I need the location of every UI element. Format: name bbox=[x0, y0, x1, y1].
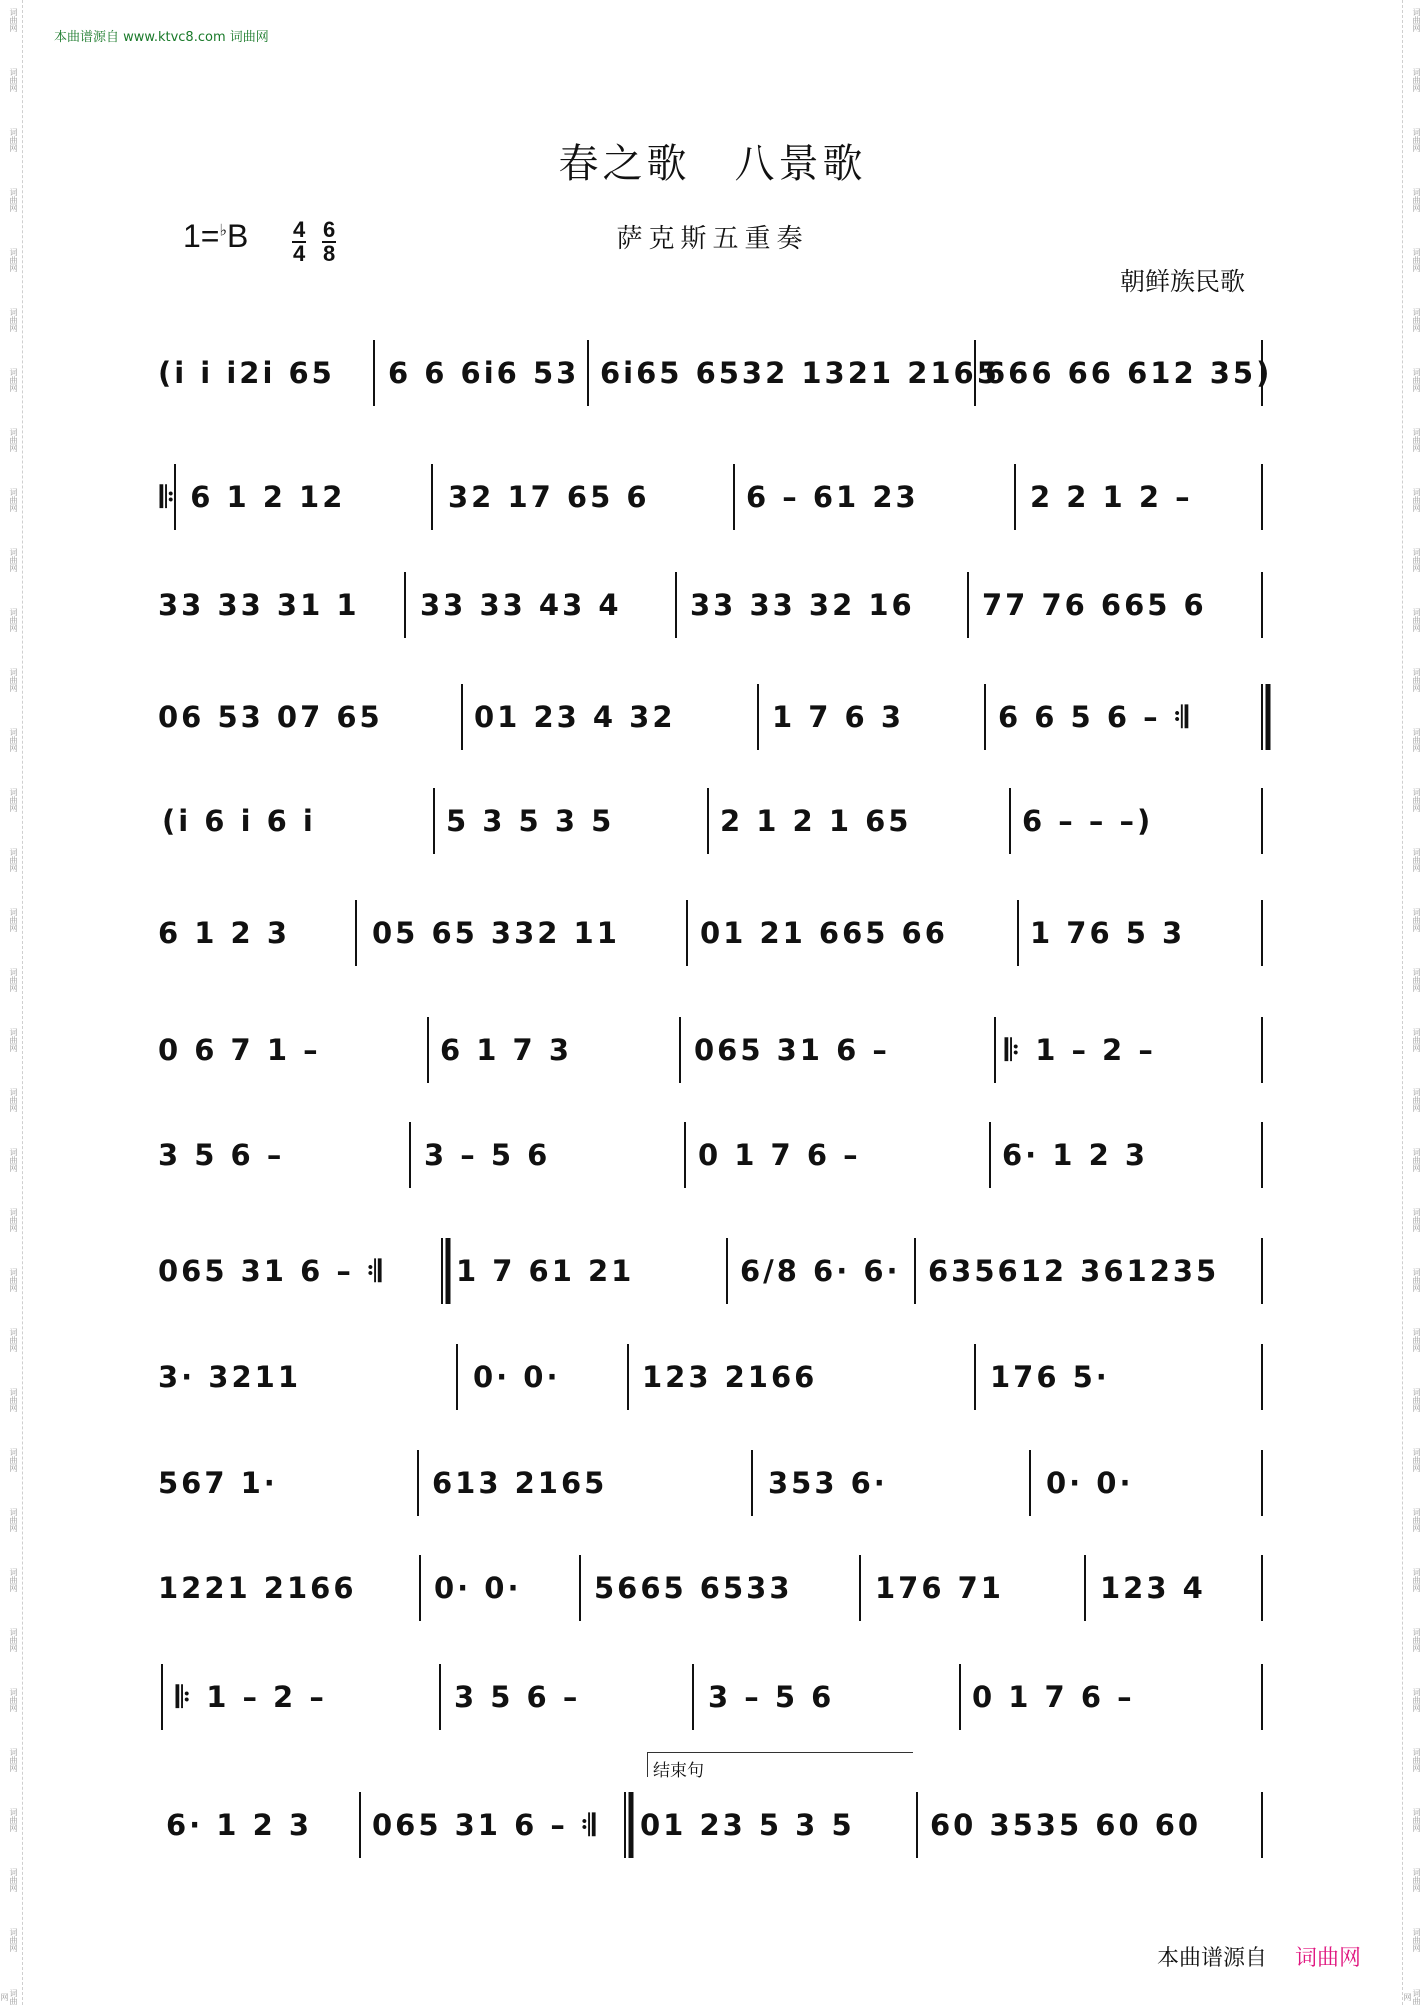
measure-notes: 635612 361235 bbox=[928, 1254, 1220, 1288]
watermark-mark: 词曲网 bbox=[9, 1388, 18, 1412]
watermark-mark: 词曲网 bbox=[1412, 1328, 1421, 1352]
watermark-mark: 词曲网 bbox=[1412, 1868, 1421, 1892]
song-title: 春之歌 八景歌 bbox=[558, 141, 867, 187]
measure-notes: 33 33 31 1 bbox=[158, 588, 360, 622]
watermark-mark: 词曲网 bbox=[9, 8, 18, 32]
measure-notes: 6 – 61 23 bbox=[746, 480, 919, 514]
time-sig-bottom: 8 bbox=[323, 241, 336, 266]
watermark-mark: 词曲网 bbox=[9, 608, 18, 632]
song-subtitle: 萨克斯五重奏 bbox=[616, 224, 809, 254]
watermark-mark: 词曲网 bbox=[1412, 908, 1421, 932]
score-line bbox=[0, 348, 1425, 408]
measure-notes: 3· 3211 bbox=[158, 1360, 302, 1394]
score-line bbox=[0, 1352, 1425, 1412]
watermark-mark: 词曲网 bbox=[1412, 8, 1421, 32]
watermark-mark: 词曲网 bbox=[9, 728, 18, 752]
measure-notes: 3 5 6 – bbox=[158, 1138, 285, 1172]
score-line bbox=[0, 692, 1425, 752]
measure-notes: 3 5 6 – bbox=[454, 1680, 581, 1714]
key-prefix: 1= bbox=[183, 218, 220, 254]
footer-site-link[interactable]: 词曲网 bbox=[1295, 1946, 1362, 1971]
measure-notes: 3 – 5 6 bbox=[708, 1680, 835, 1714]
measure-notes: (i i i2i 65 bbox=[158, 356, 335, 390]
measure-notes: 1221 2166 bbox=[158, 1571, 357, 1605]
measure-notes: 05 65 332 11 bbox=[372, 916, 620, 950]
watermark-mark: 词曲网 bbox=[9, 908, 18, 932]
measure-notes: 353 6· bbox=[768, 1466, 888, 1500]
watermark-mark: 词曲网 bbox=[1412, 548, 1421, 572]
watermark-mark: 词曲网 bbox=[1412, 668, 1421, 692]
measure-notes: 6· 1 2 3 bbox=[1002, 1138, 1149, 1172]
watermark-mark: 词曲网 bbox=[1412, 1628, 1421, 1652]
measure-notes: 01 23 4 32 bbox=[474, 700, 676, 734]
measure-notes: 1 7 61 21 bbox=[456, 1254, 635, 1288]
measure-notes: 5 3 5 3 5 bbox=[446, 804, 615, 838]
measure-notes: 2 1 2 1 65 bbox=[720, 804, 912, 838]
watermark-mark: 词曲网 bbox=[9, 1268, 18, 1292]
watermark-mark: 词曲网 bbox=[9, 68, 18, 92]
measure-notes: 77 76 665 6 bbox=[982, 588, 1207, 622]
score-line bbox=[0, 472, 1425, 532]
time-sig-bottom: 4 bbox=[293, 241, 306, 266]
footer-source-label: 本曲谱源自 bbox=[1157, 1946, 1268, 1971]
watermark-mark: 词曲网 bbox=[1412, 1928, 1421, 1952]
watermark-mark: 词曲网 bbox=[1412, 788, 1421, 812]
watermark-mark: 词曲网 bbox=[9, 548, 18, 572]
measure-notes: 5665 6533 bbox=[594, 1571, 793, 1605]
watermark-mark: 词曲网 bbox=[9, 1148, 18, 1172]
score-line bbox=[0, 1563, 1425, 1623]
measure-notes: 6i65 6532 1321 2165 bbox=[600, 356, 1000, 390]
watermark-mark: 词曲网 bbox=[9, 788, 18, 812]
watermark-mark: 词曲网 bbox=[1412, 368, 1421, 392]
watermark-mark: 词曲网 bbox=[9, 1568, 18, 1592]
watermark-mark: 词曲网 bbox=[1412, 848, 1421, 872]
watermark-mark: 词曲网 bbox=[1412, 1508, 1421, 1532]
time-sig-top: 4 bbox=[293, 217, 306, 242]
watermark-mark: 词曲网 bbox=[1412, 1448, 1421, 1472]
watermark-mark: 词曲网 bbox=[9, 968, 18, 992]
watermark-mark: 词曲网 bbox=[1412, 1388, 1421, 1412]
ending-annotation: 结束句 bbox=[653, 1761, 704, 1781]
watermark-mark: 词曲网 bbox=[9, 1328, 18, 1352]
measure-notes: 0 6 7 1 – bbox=[158, 1033, 321, 1067]
watermark-mark: 词曲网 bbox=[9, 128, 18, 152]
flat-sign: ♭ bbox=[219, 222, 228, 240]
measure-notes: 𝄆 6 1 2 12 bbox=[160, 480, 346, 514]
watermark-mark: 词曲网 bbox=[1412, 608, 1421, 632]
measure-notes: 33 33 32 16 bbox=[690, 588, 915, 622]
measure-notes: 0 1 7 6 – bbox=[698, 1138, 861, 1172]
measure-notes: 3 – 5 6 bbox=[424, 1138, 551, 1172]
score-line bbox=[0, 1025, 1425, 1085]
measure-notes: 1 7 6 3 bbox=[772, 700, 905, 734]
measure-notes: 0· 0· bbox=[473, 1360, 561, 1394]
watermark-mark: 词曲网 bbox=[9, 1208, 18, 1232]
watermark-mark: 词曲网 bbox=[1412, 1028, 1421, 1052]
measure-notes: 176 71 bbox=[875, 1571, 1004, 1605]
watermark-mark: 词曲网 bbox=[9, 1808, 18, 1832]
watermark-mark: 词曲网 bbox=[9, 1628, 18, 1652]
score-line bbox=[0, 796, 1425, 856]
watermark-mark: 词曲网 bbox=[9, 368, 18, 392]
watermark-mark: 词曲网 bbox=[1412, 728, 1421, 752]
watermark-mark: 词曲网 bbox=[9, 1028, 18, 1052]
measure-notes: 0· 0· bbox=[1046, 1466, 1134, 1500]
watermark-mark: 词曲网 bbox=[0, 1988, 18, 2005]
watermark-mark: 词曲网 bbox=[9, 428, 18, 452]
composer-credit: 朝鲜族民歌 bbox=[1119, 267, 1245, 296]
watermark-mark: 词曲网 bbox=[9, 1088, 18, 1112]
measure-notes: 567 1· bbox=[158, 1466, 278, 1500]
watermark-mark: 词曲网 bbox=[1412, 428, 1421, 452]
measure-notes: 𝄆 1 – 2 – bbox=[1005, 1033, 1156, 1067]
measure-notes: 01 23 5 3 5 bbox=[640, 1808, 855, 1842]
score-line bbox=[0, 1130, 1425, 1190]
watermark-mark: 词曲网 bbox=[9, 1448, 18, 1472]
measure-notes: 6· 1 2 3 bbox=[166, 1808, 313, 1842]
measure-notes: 06 53 07 65 bbox=[158, 700, 383, 734]
measure-notes: 32 17 65 6 bbox=[448, 480, 650, 514]
measure-notes: 123 2166 bbox=[642, 1360, 818, 1394]
watermark-mark: 词曲网 bbox=[9, 1868, 18, 1892]
watermark-mark: 词曲网 bbox=[1412, 308, 1421, 332]
score-line bbox=[0, 1800, 1425, 1860]
score-line bbox=[0, 580, 1425, 640]
watermark-mark: 词曲网 bbox=[1412, 1688, 1421, 1712]
watermark-mark: 词曲网 bbox=[1412, 968, 1421, 992]
watermark-mark: 词曲网 bbox=[9, 188, 18, 212]
watermark-mark: 词曲网 bbox=[1412, 188, 1421, 212]
measure-notes: 176 5· bbox=[990, 1360, 1110, 1394]
measure-notes: (i 6 i 6 i bbox=[162, 804, 316, 838]
watermark-mark: 词曲网 bbox=[1412, 1088, 1421, 1112]
measure-notes: 0· 0· bbox=[434, 1571, 522, 1605]
measure-notes: 𝄆 1 – 2 – bbox=[176, 1680, 327, 1714]
measure-notes: 1 76 5 3 bbox=[1030, 916, 1186, 950]
watermark-mark: 词曲网 bbox=[9, 1748, 18, 1772]
watermark-mark: 词曲网 bbox=[1412, 1148, 1421, 1172]
watermark-mark: 词曲网 bbox=[1412, 1268, 1421, 1292]
watermark-mark: 词曲网 bbox=[1412, 248, 1421, 272]
score-line bbox=[0, 1246, 1425, 1306]
measure-notes: 6 1 2 3 bbox=[158, 916, 291, 950]
watermark-mark: 词曲网 bbox=[1412, 1568, 1421, 1592]
score-line bbox=[0, 1672, 1425, 1732]
score-line bbox=[0, 1458, 1425, 1518]
measure-notes: 123 4 bbox=[1100, 1571, 1206, 1605]
watermark-mark: 词曲网 bbox=[1412, 1208, 1421, 1232]
watermark-mark: 词曲网 bbox=[9, 1688, 18, 1712]
measure-notes: 33 33 43 4 bbox=[420, 588, 622, 622]
measure-notes: 6 1 7 3 bbox=[440, 1033, 573, 1067]
watermark-mark: 词曲网 bbox=[9, 488, 18, 512]
measure-notes: 0 1 7 6 – bbox=[972, 1680, 1135, 1714]
measure-notes: 666 66 612 35) bbox=[985, 356, 1273, 390]
measure-notes: 065 31 6 – 𝄇 bbox=[158, 1254, 385, 1288]
score-line bbox=[0, 908, 1425, 968]
measure-notes: 613 2165 bbox=[432, 1466, 608, 1500]
watermark-mark: 词曲网 bbox=[1412, 1748, 1421, 1772]
measure-notes: 6/8 6· 6· bbox=[740, 1254, 901, 1288]
key-note: B bbox=[227, 218, 249, 254]
watermark-mark: 词曲网 bbox=[1412, 1808, 1421, 1832]
measure-notes: 065 31 6 – bbox=[694, 1033, 890, 1067]
source-header[interactable]: 本曲谱源自 www.ktvc8.com 词曲网 bbox=[54, 30, 269, 45]
watermark-mark: 词曲网 bbox=[9, 248, 18, 272]
measure-notes: 6 6 6i6 53 bbox=[388, 356, 580, 390]
watermark-mark: 词曲网 bbox=[9, 1508, 18, 1532]
watermark-mark: 词曲网 bbox=[1412, 128, 1421, 152]
watermark-mark: 词曲网 bbox=[9, 308, 18, 332]
measure-notes: 6 – – –) bbox=[1022, 804, 1154, 838]
watermark-mark: 词曲网 bbox=[9, 848, 18, 872]
measure-notes: 065 31 6 – 𝄇 bbox=[372, 1808, 599, 1842]
measure-notes: 60 3535 60 60 bbox=[930, 1808, 1202, 1842]
time-sig-top: 6 bbox=[323, 217, 336, 242]
watermark-mark: 词曲网 bbox=[1412, 488, 1421, 512]
watermark-mark: 词曲网 bbox=[1403, 1988, 1421, 2005]
measure-notes: 01 21 665 66 bbox=[700, 916, 948, 950]
watermark-mark: 词曲网 bbox=[9, 1928, 18, 1952]
watermark-mark: 词曲网 bbox=[1412, 68, 1421, 92]
measure-notes: 2 2 1 2 – bbox=[1030, 480, 1193, 514]
measure-notes: 6 6 5 6 – 𝄇 bbox=[998, 700, 1191, 734]
watermark-mark: 词曲网 bbox=[9, 668, 18, 692]
